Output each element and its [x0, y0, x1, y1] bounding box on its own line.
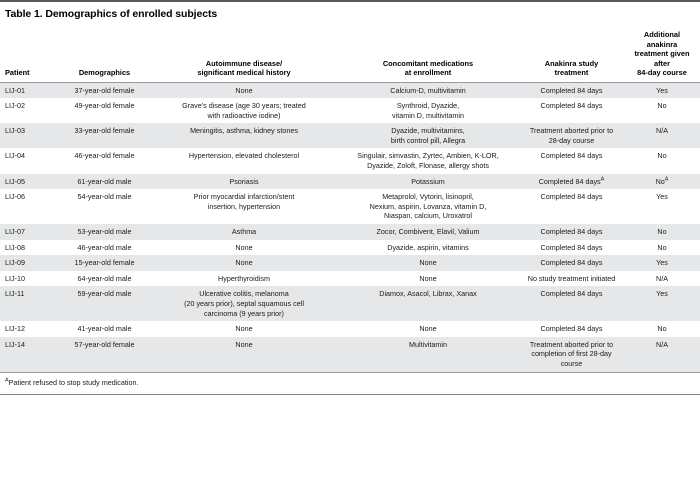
cell-history: Meningitis, asthma, kidney stones [151, 123, 337, 148]
cell-history: Hypertension, elevated cholesterol [151, 148, 337, 173]
cell-patient: LIJ-09 [0, 255, 58, 271]
column-header-additional: Additional anakinra treatment given after 84-day course [624, 27, 700, 82]
cell-demographics: 64-year-old male [58, 271, 151, 287]
cell-history: None [151, 337, 337, 372]
table-row [0, 123, 700, 148]
cell-patient: LIJ-07 [0, 224, 58, 240]
cell-medications: Metaprolol, Vytorin, lisinopril, Nexium, aspirin, Lovanza, vitamin D, Niaspan, calcium, Uroxatrol [337, 189, 519, 224]
cell-additional: No [624, 321, 700, 337]
table-footnote: $^A$Patient refused to stop study medication. [5, 377, 139, 387]
cell-patient: LIJ-02 [0, 98, 58, 123]
cell-medications: Synthroid, Dyazide, vitamin D, multivitamin [337, 98, 519, 123]
cell-patient: LIJ-04 [0, 148, 58, 173]
table-row [0, 189, 700, 224]
cell-history: Psoriasis [151, 174, 337, 190]
cell-medications: Singulair, simvastin, Zyrtec, Ambien, K-LOR, Dyazide, Zoloft, Flonase, allergy shots [337, 148, 519, 173]
cell-treatment: Completed 84 days [519, 82, 624, 98]
cell-patient: LIJ-01 [0, 82, 58, 98]
column-header-history: Autoimmune disease/ significant medical history [151, 27, 337, 82]
cell-patient: LIJ-08 [0, 240, 58, 256]
cell-demographics: 41-year-old male [58, 321, 151, 337]
column-header-medications: Concomitant medications at enrollment [337, 27, 519, 82]
cell-treatment: Treatment aborted prior to completion of first 28-day course [519, 337, 624, 372]
table-header-row [0, 27, 700, 82]
cell-additional: No$^A$ [624, 174, 700, 190]
cell-additional: No [624, 148, 700, 173]
cell-treatment: Completed 84 days [519, 189, 624, 224]
column-header-demographics: Demographics [58, 27, 151, 82]
cell-history: None [151, 255, 337, 271]
cell-treatment: Completed 84 days [519, 240, 624, 256]
cell-medications: Potassium [337, 174, 519, 190]
table-header [0, 27, 700, 82]
cell-demographics: 46-year-old female [58, 148, 151, 173]
cell-history: Ulcerative colitis, melanoma (20 years prior), septal squamous cell carcinoma (9 years prior) [151, 286, 337, 321]
table-row [0, 337, 700, 372]
cell-demographics: 53-year-old male [58, 224, 151, 240]
cell-additional: Yes [624, 189, 700, 224]
column-header-treatment: Anakinra study treatment [519, 27, 624, 82]
cell-medications: None [337, 271, 519, 287]
cell-medications: Dyazide, multivitamins, birth control pill, Allegra [337, 123, 519, 148]
table-caption: Table 1. Demographics of enrolled subjects [5, 8, 218, 20]
footnote-marker: A [5, 377, 9, 384]
cell-history: Hyperthyroidism [151, 271, 337, 287]
demographics-table [0, 27, 700, 372]
cell-demographics: 33-year-old female [58, 123, 151, 148]
cell-additional: No [624, 240, 700, 256]
table-row [0, 224, 700, 240]
cell-history: Asthma [151, 224, 337, 240]
cell-medications: None [337, 255, 519, 271]
cell-demographics: 57-year-old female [58, 337, 151, 372]
table-row [0, 240, 700, 256]
cell-history: None [151, 321, 337, 337]
table-row [0, 271, 700, 287]
cell-additional: No [624, 224, 700, 240]
cell-medications: Multivitamin [337, 337, 519, 372]
table-row [0, 98, 700, 123]
cell-treatment: Completed 84 days [519, 148, 624, 173]
table-body [0, 82, 700, 372]
table-row [0, 82, 700, 98]
cell-demographics: 46-year-old male [58, 240, 151, 256]
column-header-patient: Patient [0, 27, 58, 82]
footnote-marker: A [600, 176, 605, 183]
cell-treatment: Completed 84 days [519, 255, 624, 271]
cell-demographics: 61-year-old male [58, 174, 151, 190]
cell-patient: LIJ-12 [0, 321, 58, 337]
cell-demographics: 37-year-old female [58, 82, 151, 98]
cell-additional: N/A [624, 337, 700, 372]
cell-demographics: 54-year-old male [58, 189, 151, 224]
cell-patient: LIJ-06 [0, 189, 58, 224]
cell-medications: Diamox, Asacol, Librax, Xanax [337, 286, 519, 321]
cell-treatment: Completed 84 days [519, 224, 624, 240]
cell-additional: Yes [624, 82, 700, 98]
cell-demographics: 59-year-old male [58, 286, 151, 321]
table-bottom-rule [0, 394, 700, 395]
cell-history: None [151, 240, 337, 256]
cell-treatment: Completed 84 days [519, 286, 624, 321]
cell-patient: LIJ-03 [0, 123, 58, 148]
footnote-marker: A [664, 176, 669, 183]
cell-additional: Yes [624, 255, 700, 271]
cell-additional: N/A [624, 123, 700, 148]
cell-medications: Dyazide, aspirin, vitamins [337, 240, 519, 256]
cell-history: Grave's disease (age 30 years; treated with radioactive iodine) [151, 98, 337, 123]
table-row [0, 255, 700, 271]
cell-demographics: 49-year-old female [58, 98, 151, 123]
cell-additional: No [624, 98, 700, 123]
cell-demographics: 15-year-old female [58, 255, 151, 271]
cell-patient: LIJ-11 [0, 286, 58, 321]
cell-medications: Calcium-D, multivitamin [337, 82, 519, 98]
cell-patient: LIJ-10 [0, 271, 58, 287]
cell-treatment: Completed 84 days [519, 98, 624, 123]
cell-treatment: No study treatment initiated [519, 271, 624, 287]
cell-additional: Yes [624, 286, 700, 321]
cell-history: Prior myocardial infarction/stent insertion, hypertension [151, 189, 337, 224]
cell-treatment: Treatment aborted prior to 28-day course [519, 123, 624, 148]
table-row [0, 286, 700, 321]
cell-treatment: Completed 84 days [519, 321, 624, 337]
table-row [0, 148, 700, 173]
cell-additional: N/A [624, 271, 700, 287]
table-row [0, 174, 700, 190]
cell-medications: Zocor, Combivent, Elavil, Valium [337, 224, 519, 240]
cell-medications: None [337, 321, 519, 337]
cell-patient: LIJ-14 [0, 337, 58, 372]
cell-history: None [151, 82, 337, 98]
cell-patient: LIJ-05 [0, 174, 58, 190]
table-row [0, 321, 700, 337]
cell-treatment: Completed 84 days$^A$ [519, 174, 624, 190]
